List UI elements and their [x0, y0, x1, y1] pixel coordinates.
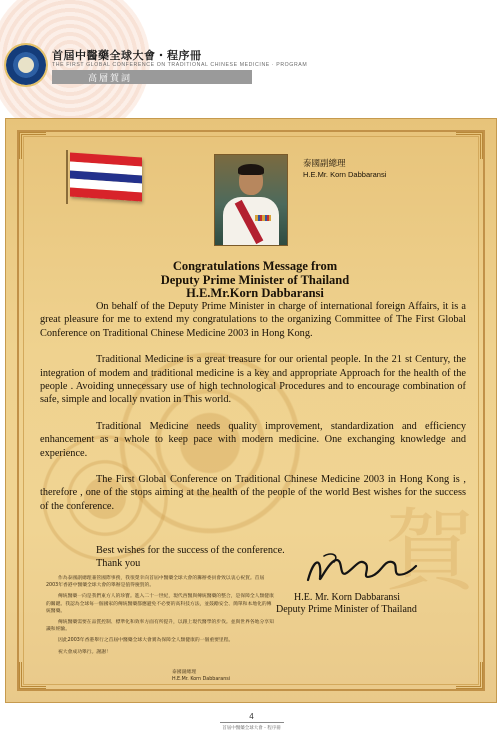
section-banner: [52, 70, 252, 84]
body-paragraph: Traditional Medicine needs quality improvement, standardization and efficiency enhancement as a whole to keep pace with modern medicine. One exchanging knowledge and experience.: [40, 420, 466, 459]
zh-paragraph: 作為泰國副總理兼管國際事務，我很榮幸向首屆中醫藥全球大會的籌辦委員會致以衷心祝賀。首屆2003年香港中醫藥全球大會的舉辦是值得慶賀的。: [46, 576, 265, 589]
zh-signature-block: [172, 670, 230, 683]
closing-line: Best wishes for the success of the conference.: [96, 545, 285, 556]
body-paragraph: On behalf of the Deputy Prime Minister in charge of international foreign Affairs, it is a great pleasure for me to extend my congratulations to the organizing Committee of The First Global Conference on Traditional Chinese Medicine 2003 in Hong Kong.: [40, 301, 466, 339]
handwritten-signature: [300, 550, 420, 590]
position-en: H.E.Mr. Korn Dabbaransi: [303, 170, 387, 179]
letter-body: [40, 300, 466, 526]
corner-ornament: [456, 132, 483, 159]
page-number: 4: [249, 712, 254, 721]
footer-divider: [220, 722, 284, 723]
zh-sign-name: H.E.Mr. Korn Dabbaransi: [172, 676, 231, 682]
zh-paragraph: 因此2003年香港舉行之首屆中醫藥全球大會實為保障全人類健康的一個重要里程。: [58, 638, 234, 644]
signature-name: H.E. Mr. Korn Dabbaransi: [294, 592, 401, 603]
zh-paragraph: 傳統醫藥一向是我們東方人的珍寶。進入二十一世紀，現代西醫與傳統醫藥的整合，是保障全人類健康的關鍵。我認為全球每一個國家的傳統醫藥都應避免不必要的高科技方法，並鼓勵安全、簡單和本地化的傳統醫藥。: [46, 594, 274, 614]
zh-paragraph: 傳統醫藥需要在品質控制、標準化和效率方面有所提升，以跟上現代醫學的步伐。並與世界各地分享知識和經驗。: [46, 620, 274, 633]
title-line-3: H.E.Mr.Korn Dabbaransi: [186, 286, 324, 300]
closing-thanks: Thank you: [96, 558, 141, 569]
conference-logo-icon: [6, 45, 46, 85]
header-subtitle: THE FIRST GLOBAL CONFERENCE ON TRADITIONAL CHINESE MEDICINE · PROGRAM: [52, 62, 308, 68]
corner-ornament: [456, 662, 483, 689]
flag-pole: [66, 150, 68, 204]
body-paragraph: The First Global Conference on Traditional Chinese Medicine 2003 in Hong Kong is , therefore , one of the stops aiming at the health of the people of the world Best wishes for the success of the conference.: [40, 474, 466, 512]
title-line-1: Congratulations Message from: [172, 259, 338, 273]
chinese-translation: [46, 575, 276, 660]
letter-title: [130, 260, 380, 301]
footer-text: 首屆中醫藥全球大會・程序冊: [222, 726, 281, 731]
position-zh: 泰國副總理: [303, 159, 346, 169]
section-label: 高層賀詞: [88, 74, 133, 84]
signature-title: Deputy Prime Minister of Thailand: [276, 604, 417, 615]
thailand-flag-icon: [70, 152, 142, 201]
glyph-watermark: 賀: [385, 499, 475, 604]
corner-ornament: [19, 662, 46, 689]
title-line-2: Deputy Prime Minister of Thailand: [160, 272, 350, 287]
portrait-photo: [215, 155, 287, 245]
zh-wishes: 祝大會成功舉行。謝謝！: [58, 649, 111, 655]
body-paragraph: Traditional Medicine is a great treasure for our oriental people. In the 21 st Century, the integration of modem and traditional medicine is a key and appropriate Approach for the health of the people . Avoiding unnecessary use of high technological Procedures and to encourage combination of safe, simple and locally nvation in This world.: [40, 354, 466, 406]
corner-ornament: [19, 132, 46, 159]
closing: [96, 544, 285, 570]
header-title: 首屆中醫藥全球大會・程序冊: [52, 49, 202, 62]
zh-sign-position: 泰國副總理: [172, 670, 196, 675]
